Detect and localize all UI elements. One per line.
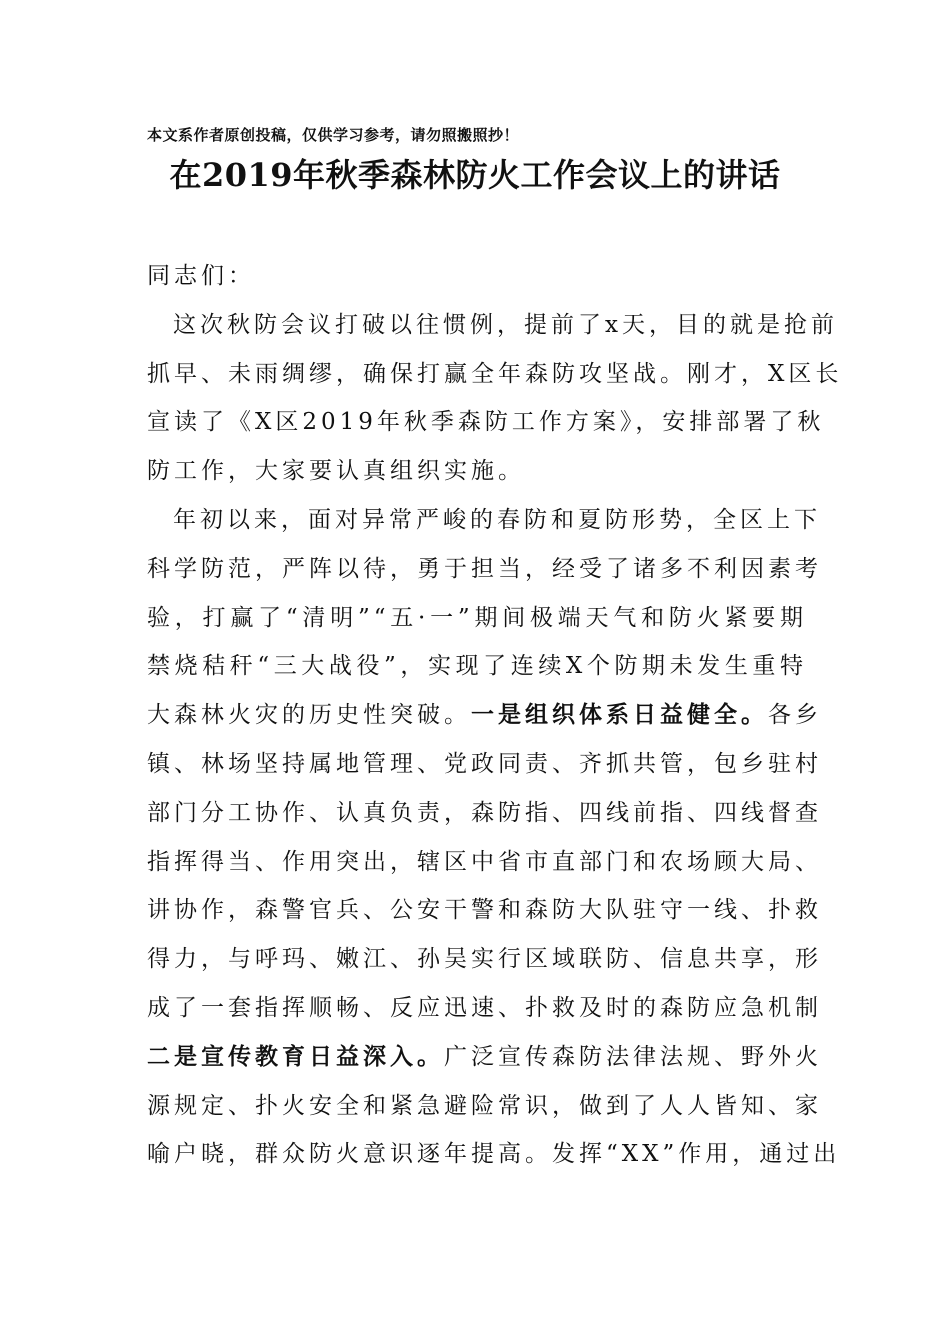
copyright-notice: 本文系作者原创投稿，仅供学习参考，请勿照搬照抄！ xyxy=(147,126,520,144)
body-line: 防工作，大家要认真组织实施。 xyxy=(147,458,525,485)
body-line xyxy=(147,691,822,740)
body-line: 年初以来，面对异常严峻的春防和夏防形势，全区上下 xyxy=(173,506,821,533)
document-body xyxy=(147,252,843,1179)
body-line: 抓早、未雨绸缪，确保打赢全年森防攻坚战。刚才，X区长 xyxy=(147,360,843,387)
body-line: 部门分工协作、认真负责，森防指、四线前指、四线督查 xyxy=(147,799,822,826)
body-line: 这次秋防会议打破以往惯例，提前了x天，目的就是抢前 xyxy=(173,311,838,338)
body-line: 得力，与呼玛、嫩江、孙吴实行区域联防、信息共享，形 xyxy=(147,946,822,973)
point-heading-2: 二是宣传教育日益深入。 xyxy=(147,1042,444,1070)
body-line: 禁烧秸秆“三大战役”，实现了连续X个防期未发生重特 xyxy=(147,653,807,680)
body-line: 喻户晓，群众防火意识逐年提高。发挥“XX”作用，通过出 xyxy=(147,1141,841,1168)
body-line: 讲协作，森警官兵、公安干警和森防大队驻守一线、扑救 xyxy=(147,897,822,924)
body-line: 成了一套指挥顺畅、反应迅速、扑救及时的森防应急机制 xyxy=(147,994,822,1021)
body-text: 广泛宣传森防法律法规、野外火 xyxy=(444,1043,822,1070)
body-line: 宣读了《X区2019年秋季森防工作方案》，安排部署了秋 xyxy=(147,409,825,436)
document-title: 在2019年秋季森林防火工作会议上的讲话 xyxy=(169,156,781,194)
salutation: 同志们： xyxy=(147,263,255,289)
body-text: 各乡 xyxy=(768,702,822,729)
paragraph-1 xyxy=(147,301,843,496)
body-line: 源规定、扑火安全和紧急避险常识，做到了人人皆知、家 xyxy=(147,1092,822,1119)
body-line xyxy=(147,1033,822,1082)
body-line: 科学防范，严阵以待，勇于担当，经受了诸多不利因素考 xyxy=(147,555,822,582)
body-text: 大森林火灾的历史性突破。 xyxy=(147,702,471,729)
body-line: 验，打赢了“清明”“五·一”期间极端天气和防火紧要期 xyxy=(147,604,807,631)
point-heading-1: 一是组织体系日益健全。 xyxy=(471,701,768,729)
body-line: 镇、林场坚持属地管理、党政同责、齐抓共管，包乡驻村 xyxy=(147,750,822,777)
body-line: 指挥得当、作用突出，辖区中省市直部门和农场顾大局、 xyxy=(147,848,822,875)
paragraph-2 xyxy=(147,496,841,1179)
